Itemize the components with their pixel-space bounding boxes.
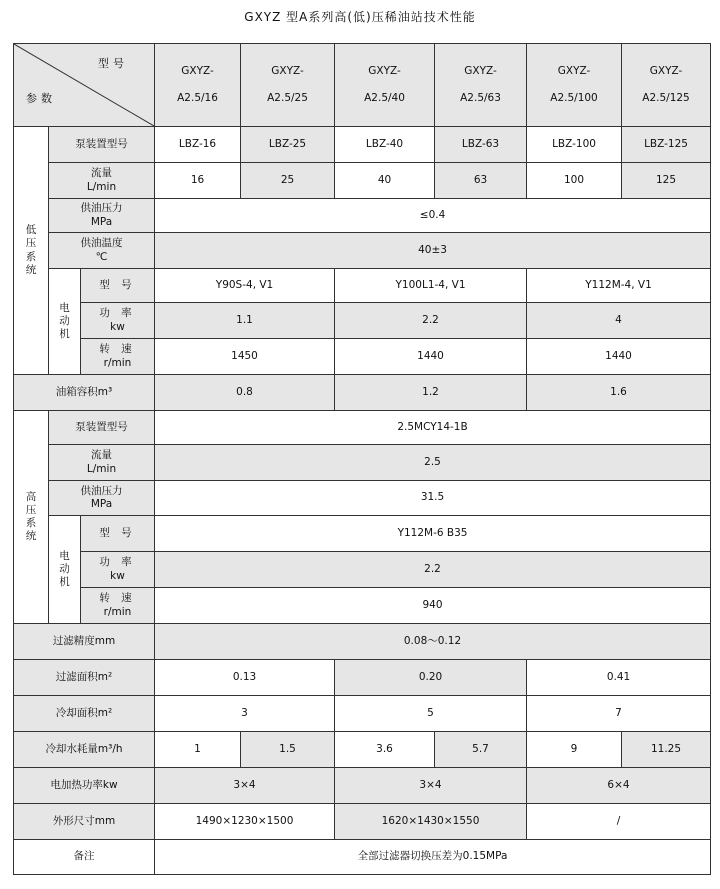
water-row (14, 732, 711, 768)
table-cell: 40 (335, 163, 435, 199)
corner-model-label: 型号 (98, 57, 129, 70)
filter-precision-row (14, 624, 711, 660)
table-cell: / (527, 804, 711, 840)
table-cell: 1450 (155, 339, 335, 375)
table-cell: 1 (155, 732, 241, 768)
tank-label: 油箱容积m³ (14, 375, 155, 411)
table-cell: 3×4 (155, 768, 335, 804)
table-cell: 5.7 (435, 732, 527, 768)
table-cell: LBZ-125 (622, 127, 711, 163)
low-motor-label: 电 动 机 (49, 269, 81, 375)
high-flow-row (14, 445, 711, 481)
table-cell: 3×4 (335, 768, 527, 804)
cooling-area-row (14, 696, 711, 732)
table-cell: Y90S-4, V1 (155, 269, 335, 303)
table-cell: 940 (155, 588, 711, 624)
high-motor-model-row (14, 516, 711, 552)
table-cell: 3 (155, 696, 335, 732)
low-motor-power-row (14, 303, 711, 339)
size-label: 外形尺寸mm (14, 804, 155, 840)
low-flow-label: 流量 L/min (49, 163, 155, 199)
low-pressure-label: 供油压力 MPa (49, 199, 155, 233)
motor-model-label: 型 号 (81, 269, 155, 303)
low-pump-row (14, 127, 711, 163)
table-cell: 3.6 (335, 732, 435, 768)
low-motor-speed-row (14, 339, 711, 375)
filter-area-row (14, 660, 711, 696)
model-header: GXYZ- A2.5/25 (241, 44, 335, 127)
page-title: GXYZ 型A系列高(低)压稀油站技术性能 (244, 10, 476, 24)
high-motor-label: 电 动 机 (49, 516, 81, 624)
low-temp-label: 供油温度 ℃ (49, 233, 155, 269)
table-cell: 1.2 (335, 375, 527, 411)
model-header: GXYZ- A2.5/125 (622, 44, 711, 127)
corner-param-label: 参数 (26, 92, 56, 106)
table-cell: 0.13 (155, 660, 335, 696)
table-cell: 9 (527, 732, 622, 768)
high-pump-row (14, 411, 711, 445)
motor-model-label: 型 号 (81, 516, 155, 552)
water-label: 冷却水耗量m³/h (14, 732, 155, 768)
motor-power-label: 功 率 kw (81, 303, 155, 339)
table-cell: 1.5 (241, 732, 335, 768)
heater-label: 电加热功率kw (14, 768, 155, 804)
table-cell: 全部过滤器切换压差为0.15MPa (155, 840, 711, 875)
table-cell: 2.5 (155, 445, 711, 481)
table-cell: Y100L1-4, V1 (335, 269, 527, 303)
table-cell: LBZ-63 (435, 127, 527, 163)
table-cell: 0.20 (335, 660, 527, 696)
filter-precision-label: 过滤精度mm (14, 624, 155, 660)
high-motor-power-row (14, 552, 711, 588)
spec-table (13, 43, 711, 875)
motor-speed-label: 转 速 r/min (81, 339, 155, 375)
table-cell: 40±3 (155, 233, 711, 269)
model-header: GXYZ- A2.5/40 (335, 44, 435, 127)
model-header: GXYZ- A2.5/63 (435, 44, 527, 127)
table-cell: 100 (527, 163, 622, 199)
cooling-area-label: 冷却面积m² (14, 696, 155, 732)
filter-area-label: 过滤面积m² (14, 660, 155, 696)
table-cell: 5 (335, 696, 527, 732)
table-cell: 1490×1230×1500 (155, 804, 335, 840)
table-cell: 31.5 (155, 481, 711, 516)
table-cell: 1440 (335, 339, 527, 375)
table-cell: 0.08～0.12 (155, 624, 711, 660)
low-motor-model-row (14, 269, 711, 303)
low-pump-label: 泵装置型号 (49, 127, 155, 163)
table-cell: ≤0.4 (155, 199, 711, 233)
note-row (14, 840, 711, 875)
table-cell: 2.2 (155, 552, 711, 588)
table-cell: Y112M-4, V1 (527, 269, 711, 303)
table-cell: 1.6 (527, 375, 711, 411)
table-cell: 11.25 (622, 732, 711, 768)
table-cell: 25 (241, 163, 335, 199)
note-label: 备注 (14, 840, 155, 875)
table-cell: 4 (527, 303, 711, 339)
table-cell: 2.2 (335, 303, 527, 339)
low-temp-row (14, 233, 711, 269)
table-cell: 16 (155, 163, 241, 199)
table-cell: 1620×1430×1550 (335, 804, 527, 840)
high-pressure-row (14, 481, 711, 516)
diagonal-line (14, 44, 154, 126)
table-cell: 125 (622, 163, 711, 199)
size-row (14, 804, 711, 840)
table-cell: 7 (527, 696, 711, 732)
table-cell: 63 (435, 163, 527, 199)
motor-speed-label: 转 速 r/min (81, 588, 155, 624)
table-cell: 1.1 (155, 303, 335, 339)
high-pump-label: 泵装置型号 (49, 411, 155, 445)
low-system-label: 低 压 系 统 (14, 127, 49, 375)
high-flow-label: 流量 L/min (49, 445, 155, 481)
table-cell: 1440 (527, 339, 711, 375)
table-cell: LBZ-16 (155, 127, 241, 163)
table-cell: Y112M-6 B35 (155, 516, 711, 552)
table-cell: LBZ-40 (335, 127, 435, 163)
header-row (14, 44, 711, 127)
table-cell: 6×4 (527, 768, 711, 804)
heater-row (14, 768, 711, 804)
table-cell: 0.41 (527, 660, 711, 696)
low-pressure-row (14, 199, 711, 233)
low-flow-row (14, 163, 711, 199)
header-corner (14, 44, 155, 127)
model-header: GXYZ- A2.5/16 (155, 44, 241, 127)
table-cell: 0.8 (155, 375, 335, 411)
high-system-label: 高 压 系 统 (14, 411, 49, 624)
model-header: GXYZ- A2.5/100 (527, 44, 622, 127)
table-cell: LBZ-100 (527, 127, 622, 163)
tank-row (14, 375, 711, 411)
table-cell: 2.5MCY14-1B (155, 411, 711, 445)
table-cell: LBZ-25 (241, 127, 335, 163)
motor-power-label: 功 率 kw (81, 552, 155, 588)
high-motor-speed-row (14, 588, 711, 624)
high-pressure-label: 供油压力 MPa (49, 481, 155, 516)
